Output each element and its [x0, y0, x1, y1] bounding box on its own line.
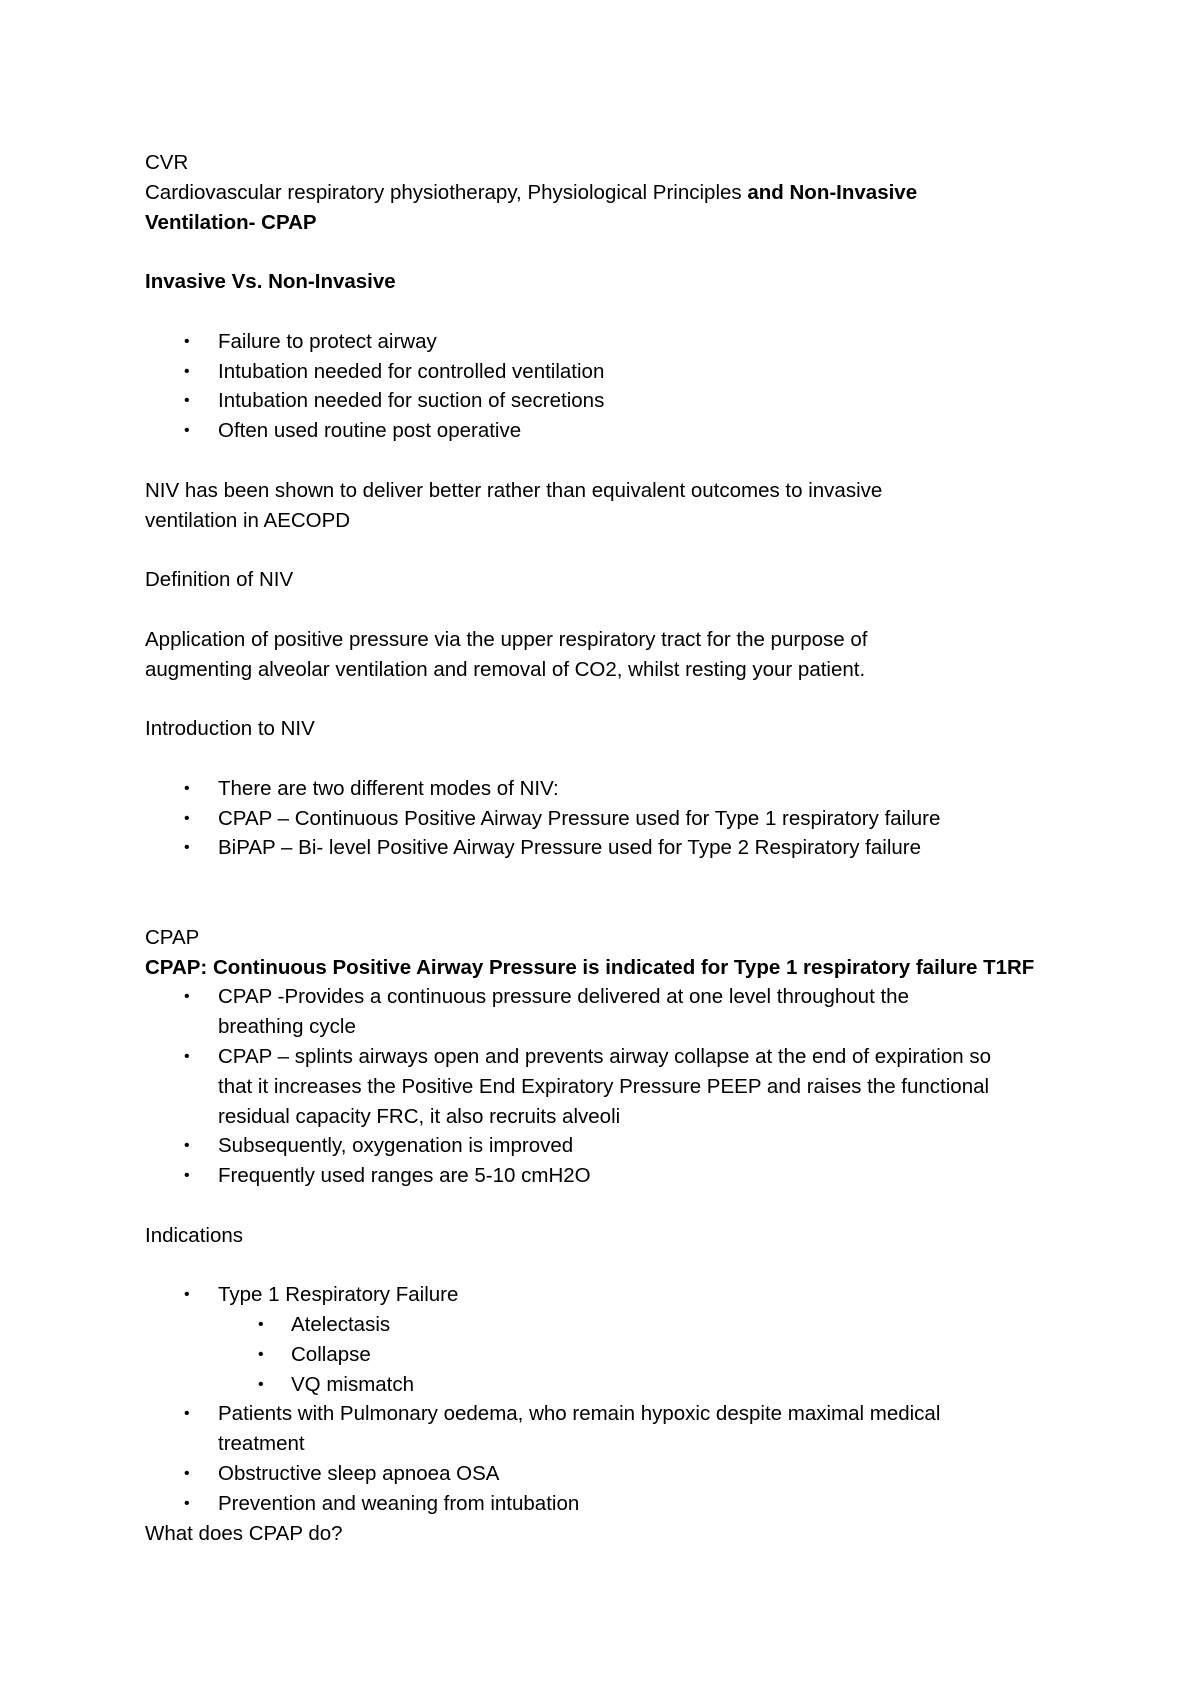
introduction-list	[145, 774, 1065, 863]
doc-header: CVR	[145, 151, 189, 174]
list-item	[145, 1280, 1065, 1310]
list-item	[145, 982, 1065, 1042]
spacer	[145, 744, 1065, 774]
list-item: • Subsequently, oxygenation is improved	[145, 1131, 1065, 1161]
list-item	[145, 1399, 1065, 1459]
list-item: • Intubation needed for suction of secretions	[145, 386, 1065, 416]
indications-item1: • Type 1 Respiratory Failure	[218, 1283, 459, 1307]
definition-heading: Definition of NIV	[145, 568, 294, 592]
list-item: • Often used routine post operative	[145, 416, 1065, 446]
indications-list	[145, 1280, 1065, 1310]
spacer	[145, 297, 1065, 327]
document-body	[145, 148, 1065, 1548]
spacer	[145, 863, 1065, 923]
introduction-heading: Introduction to NIV	[145, 717, 315, 741]
cpap-heading: CPAP	[145, 925, 200, 949]
list-item: • BiPAP – Bi- level Positive Airway Pressure used for Type 2 Respiratory failure	[145, 833, 1065, 863]
list-item: • CPAP – Continuous Positive Airway Pressure used for Type 1 respiratory failure	[145, 804, 1065, 834]
spacer	[145, 237, 1065, 267]
spacer	[145, 595, 1065, 625]
list-item	[145, 1042, 1065, 1131]
list-item: • There are two different modes of NIV:	[145, 774, 1065, 804]
cpap-item1-line2: breathing cycle	[218, 1015, 356, 1039]
doc-title-part1: Cardiovascular respiratory physiotherapy, Physiological Principles	[145, 180, 748, 204]
spacer	[145, 684, 1065, 714]
list-item: • Prevention and weaning from intubation	[145, 1489, 1065, 1519]
cpap-item2-line3: residual capacity FRC, it also recruits alveoli	[218, 1104, 621, 1128]
invasive-list	[145, 327, 1065, 446]
sublist-item: • VQ mismatch	[145, 1370, 1065, 1400]
indications-list-continued	[145, 1399, 1065, 1518]
spacer	[145, 446, 1065, 476]
invasive-heading: Invasive Vs. Non-Invasive	[145, 270, 396, 294]
spacer	[145, 535, 1065, 565]
list-item: • Failure to protect airway	[145, 327, 1065, 357]
spacer	[145, 1191, 1065, 1221]
list-item: • Frequently used ranges are 5-10 cmH2O	[145, 1161, 1065, 1191]
closing-question: What does CPAP do?	[145, 1521, 343, 1545]
doc-title	[145, 178, 1065, 208]
cpap-subheading: CPAP: Continuous Positive Airway Pressure is indicated for Type 1 respiratory failure T1RF	[145, 955, 1035, 979]
sublist-item: • Atelectasis	[145, 1310, 1065, 1340]
cpap-list	[145, 982, 1065, 1191]
cpap-item2-line1: • CPAP – splints airways open and prevents airway collapse at the end of expiration so	[218, 1044, 991, 1068]
indications-heading: Indications	[145, 1223, 244, 1247]
list-item: • Intubation needed for controlled ventilation	[145, 357, 1065, 387]
doc-title-part2: and Non-Invasive	[747, 180, 918, 204]
indications-item2-line1: • Patients with Pulmonary oedema, who remain hypoxic despite maximal medical	[218, 1402, 941, 1426]
niv-note-line2: ventilation in AECOPD	[145, 508, 351, 532]
spacer	[145, 1250, 1065, 1280]
sublist-item: • Collapse	[145, 1340, 1065, 1370]
list-item: • Obstructive sleep apnoea OSA	[145, 1459, 1065, 1489]
cpap-item2-line2: that it increases the Positive End Expiratory Pressure PEEP and raises the functional	[218, 1074, 990, 1098]
indications-sublist	[145, 1310, 1065, 1399]
cpap-item1-line1: • CPAP -Provides a continuous pressure delivered at one level throughout the	[218, 985, 909, 1009]
definition-line2: augmenting alveolar ventilation and removal of CO2, whilst resting your patient.	[145, 657, 866, 681]
niv-note-line1: NIV has been shown to deliver better rather than equivalent outcomes to invasive	[145, 478, 883, 502]
definition-line1: Application of positive pressure via the upper respiratory tract for the purpose of	[145, 627, 868, 651]
indications-item2-line2: treatment	[218, 1432, 305, 1456]
doc-title-line2: Ventilation- CPAP	[145, 210, 317, 234]
